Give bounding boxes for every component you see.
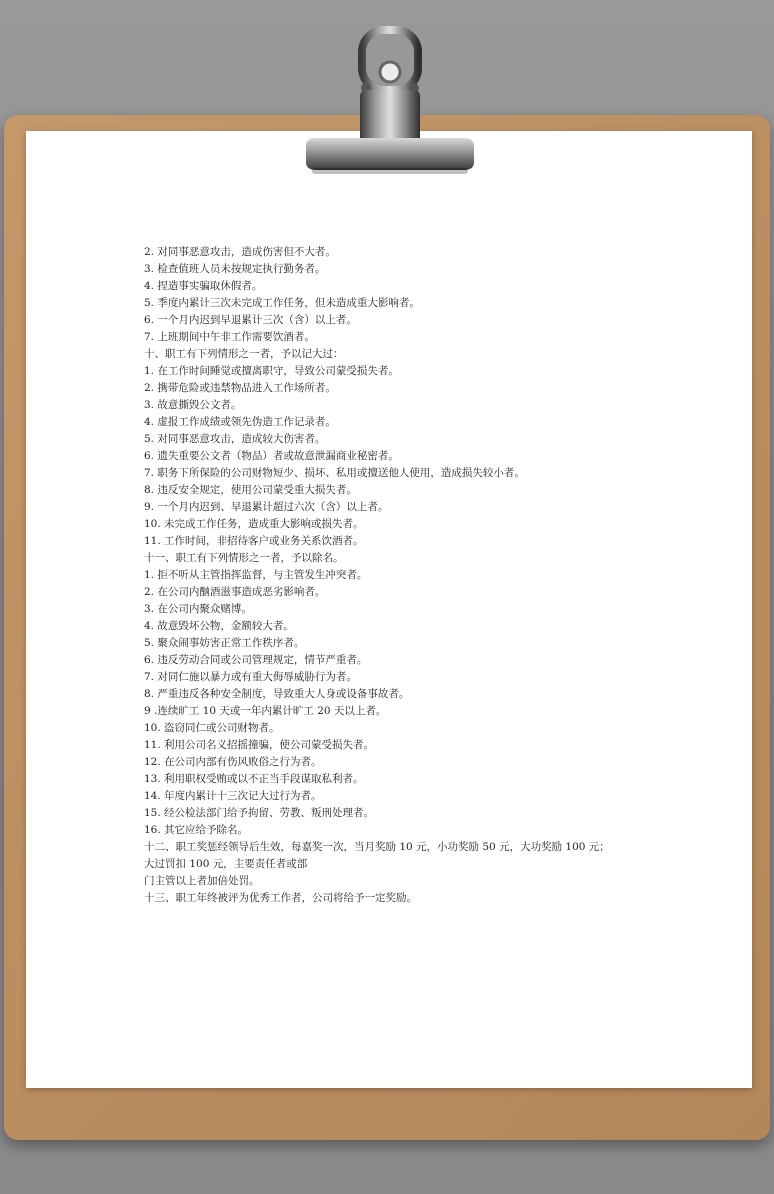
list-item: 9. 一个月内迟到、早退累计超过六次（含）以上者。 — [144, 501, 389, 513]
section-heading: 十一、职工有下列情形之一者，予以除名。 — [144, 552, 344, 564]
list-item: 6. 违反劳动合同或公司管理规定，情节严重者。 — [144, 654, 368, 666]
list-item: 4. 故意毁坏公物，金额较大者。 — [144, 620, 294, 632]
section-heading: 十三、职工年终被评为优秀工作者，公司将给予一定奖励。 — [144, 892, 417, 904]
list-item: 8. 严重违反各种安全制度，导致重大人身或设备事故者。 — [144, 688, 410, 700]
list-item: 7. 职务下所保险的公司财物短少、损坏、私用或擅送他人使用，造成损失较小者。 — [144, 467, 525, 479]
section-heading: 十二、职工奖惩经领导后生效，每嘉奖一次，当月奖励 10 元，小功奖励 50 元，大功奖励 100 元； — [144, 841, 610, 853]
list-item: 4. 捏造事实骗取休假者。 — [144, 280, 263, 292]
paragraph-line: 门主管以上者加倍处罚。 — [144, 875, 260, 887]
list-item: 13. 利用职权受贿或以不正当手段谋取私利者。 — [144, 773, 364, 785]
list-item: 5. 季度内累计三次未完成工作任务，但未造成重大影响者。 — [144, 297, 420, 309]
list-item: 16. 其它应给予除名。 — [144, 824, 249, 836]
list-item: 5. 对同事恶意攻击，造成较大伤害者。 — [144, 433, 326, 445]
list-item: 3. 故意撕毁公文者。 — [144, 399, 242, 411]
list-item: 11. 利用公司名义招摇撞骗，使公司蒙受损失者。 — [144, 739, 375, 751]
list-item: 5. 聚众闹事妨害正常工作秩序者。 — [144, 637, 305, 649]
list-item: 6. 遗失重要公文者（物品）者或故意泄漏商业秘密者。 — [144, 450, 399, 462]
list-item: 6. 一个月内迟到早退累计三次（含）以上者。 — [144, 314, 357, 326]
section-heading: 十、职工有下列情形之一者，予以记大过： — [144, 348, 344, 360]
list-item: 8. 违反安全规定，使用公司蒙受重大损失者。 — [144, 484, 357, 496]
list-item: 7. 上班期间中午非工作需要饮酒者。 — [144, 331, 315, 343]
list-item: 4. 虚报工作成绩或领先伪造工作记录者。 — [144, 416, 336, 428]
list-item: 10. 盗窃同仁或公司财物者。 — [144, 722, 280, 734]
list-item: 14. 年度内累计十三次记大过行为者。 — [144, 790, 322, 802]
list-item: 2. 对同事恶意攻击，造成伤害但不大者。 — [144, 246, 336, 258]
list-item: 1. 在工作时间睡觉或擅离职守，导致公司蒙受损失者。 — [144, 365, 399, 377]
list-item: 2. 在公司内酗酒滋事造成恶劣影响者。 — [144, 586, 326, 598]
list-item: 3. 在公司内聚众赌博。 — [144, 603, 252, 615]
list-item: 1. 拒不听从主管指挥监督，与主管发生冲突者。 — [144, 569, 368, 581]
list-item: 3. 检查值班人员未按规定执行勤务者。 — [144, 263, 326, 275]
list-item: 2. 携带危险或违禁物品进入工作场所者。 — [144, 382, 336, 394]
list-item: 10. 未完成工作任务，造成重大影响或损失者。 — [144, 518, 364, 530]
binder-clip-icon — [300, 22, 480, 182]
document-body — [144, 244, 634, 907]
list-item: 11. 工作时间，非招待客户或业务关系饮酒者。 — [144, 535, 364, 547]
paragraph-line: 大过罚扣 100 元，主要责任者或部 — [144, 858, 308, 870]
list-item: 7. 对同仁施以暴力或有重大侮辱威胁行为者。 — [144, 671, 357, 683]
list-item: 12. 在公司内部有伤风败俗之行为者。 — [144, 756, 322, 768]
list-item: 9 .连续旷工 10 天或一年内累计旷工 20 天以上者。 — [144, 705, 387, 717]
list-item: 15. 经公检法部门给予拘留、劳教、叛刑处理者。 — [144, 807, 375, 819]
